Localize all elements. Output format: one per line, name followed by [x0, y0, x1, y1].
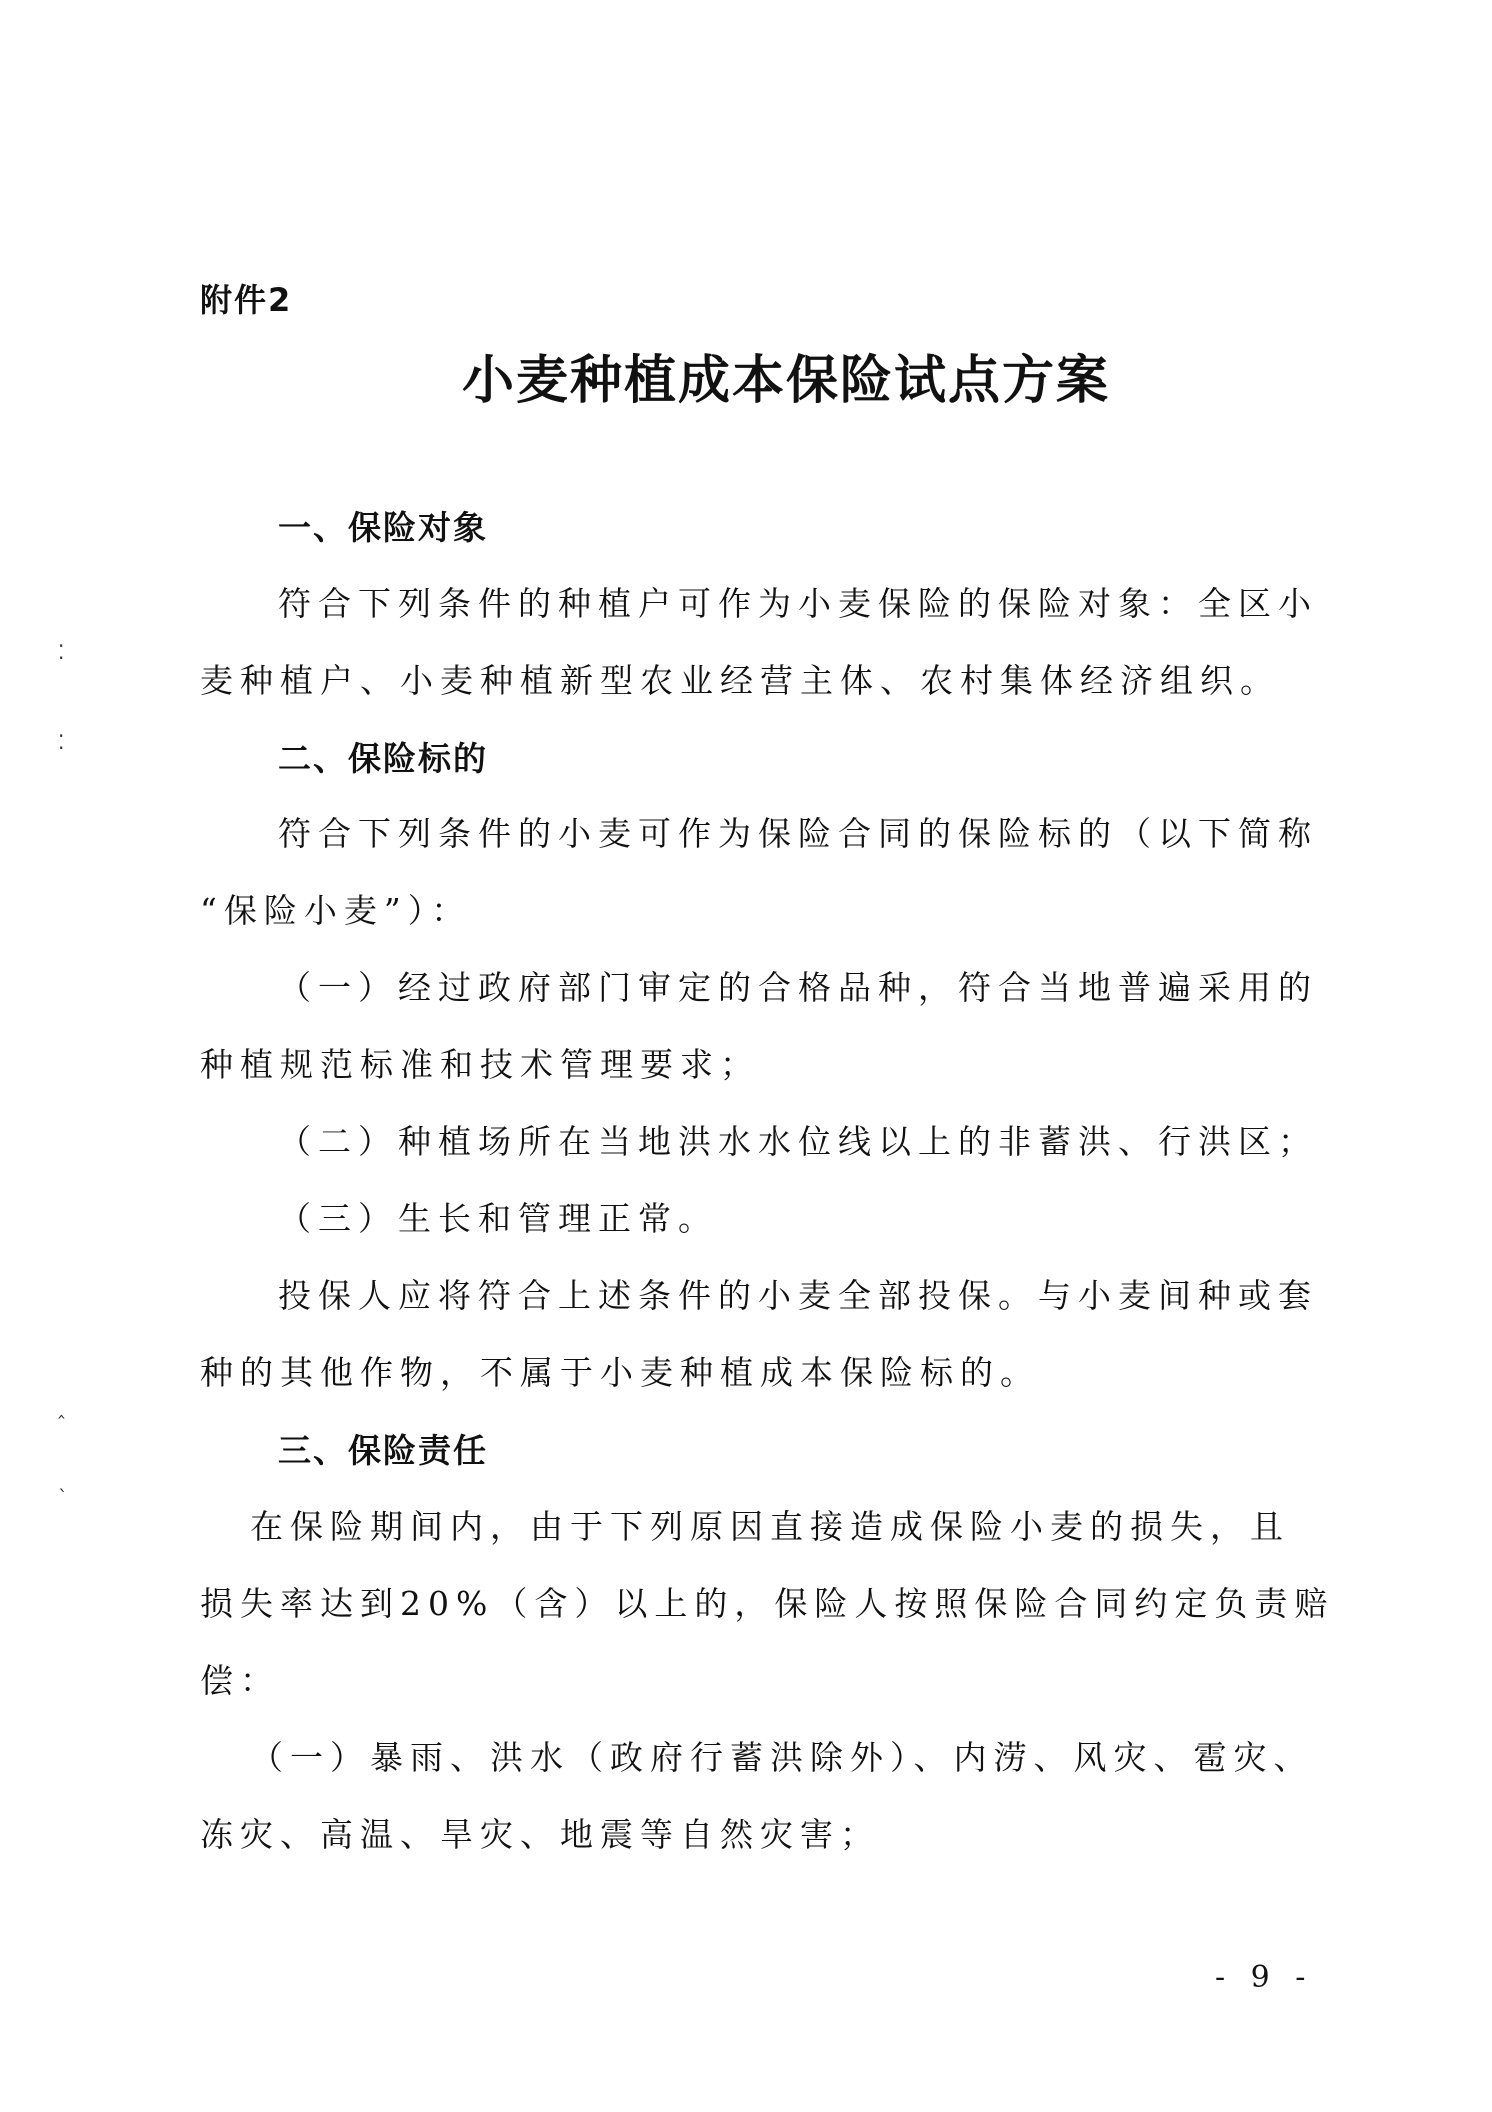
document-title: 小麦种植成本保险试点方案	[461, 351, 1110, 411]
list-item: （三）生长和管理正常。	[278, 1199, 718, 1238]
paragraph-line: 损失率达到20%（含）以上的，保险人按照保险合同约定负责赔	[200, 1584, 1335, 1623]
paragraph-line: 麦种植户、小麦种植新型农业经营主体、农村集体经济组织。	[200, 661, 1280, 700]
paragraph-line: 符合下列条件的小麦可作为保险合同的保险标的（以下简称	[278, 814, 1318, 853]
paragraph-line: 符合下列条件的种植户可作为小麦保险的保险对象：全区小	[278, 584, 1318, 623]
list-item: （一）暴雨、洪水（政府行蓄洪除外）、内涝、风灾、雹灾、	[250, 1738, 1314, 1777]
paragraph-line: 种植规范标准和技术管理要求；	[200, 1045, 760, 1084]
paragraph-line: “保险小麦”）：	[200, 891, 472, 930]
paragraph-line: 投保人应将符合上述条件的小麦全部投保。与小麦间种或套	[278, 1276, 1318, 1315]
paragraph-line: 冻灾、高温、旱灾、地震等自然灾害；	[200, 1815, 880, 1854]
scan-mark: ˋ	[58, 1485, 68, 1509]
paragraph-line: 偿：	[200, 1661, 280, 1700]
scan-mark: ⁚	[58, 730, 65, 754]
attachment-label: 附件2	[200, 281, 293, 319]
list-item: （一）经过政府部门审定的合格品种，符合当地普遍采用的	[278, 968, 1318, 1007]
scan-mark: ‸	[58, 1395, 65, 1419]
section-heading-2: 二、保险标的	[278, 739, 488, 778]
scan-mark: ⁚	[58, 640, 65, 664]
list-item: （二）种植场所在当地洪水水位线以上的非蓄洪、行洪区；	[278, 1122, 1318, 1161]
section-heading-1: 一、保险对象	[278, 508, 488, 547]
section-heading-3: 三、保险责任	[278, 1431, 488, 1470]
paragraph-line: 在保险期间内，由于下列原因直接造成保险小麦的损失，且	[250, 1507, 1290, 1546]
page-number: - 9 -	[1215, 1960, 1314, 1995]
paragraph-line: 种的其他作物，不属于小麦种植成本保险标的。	[200, 1353, 1040, 1392]
